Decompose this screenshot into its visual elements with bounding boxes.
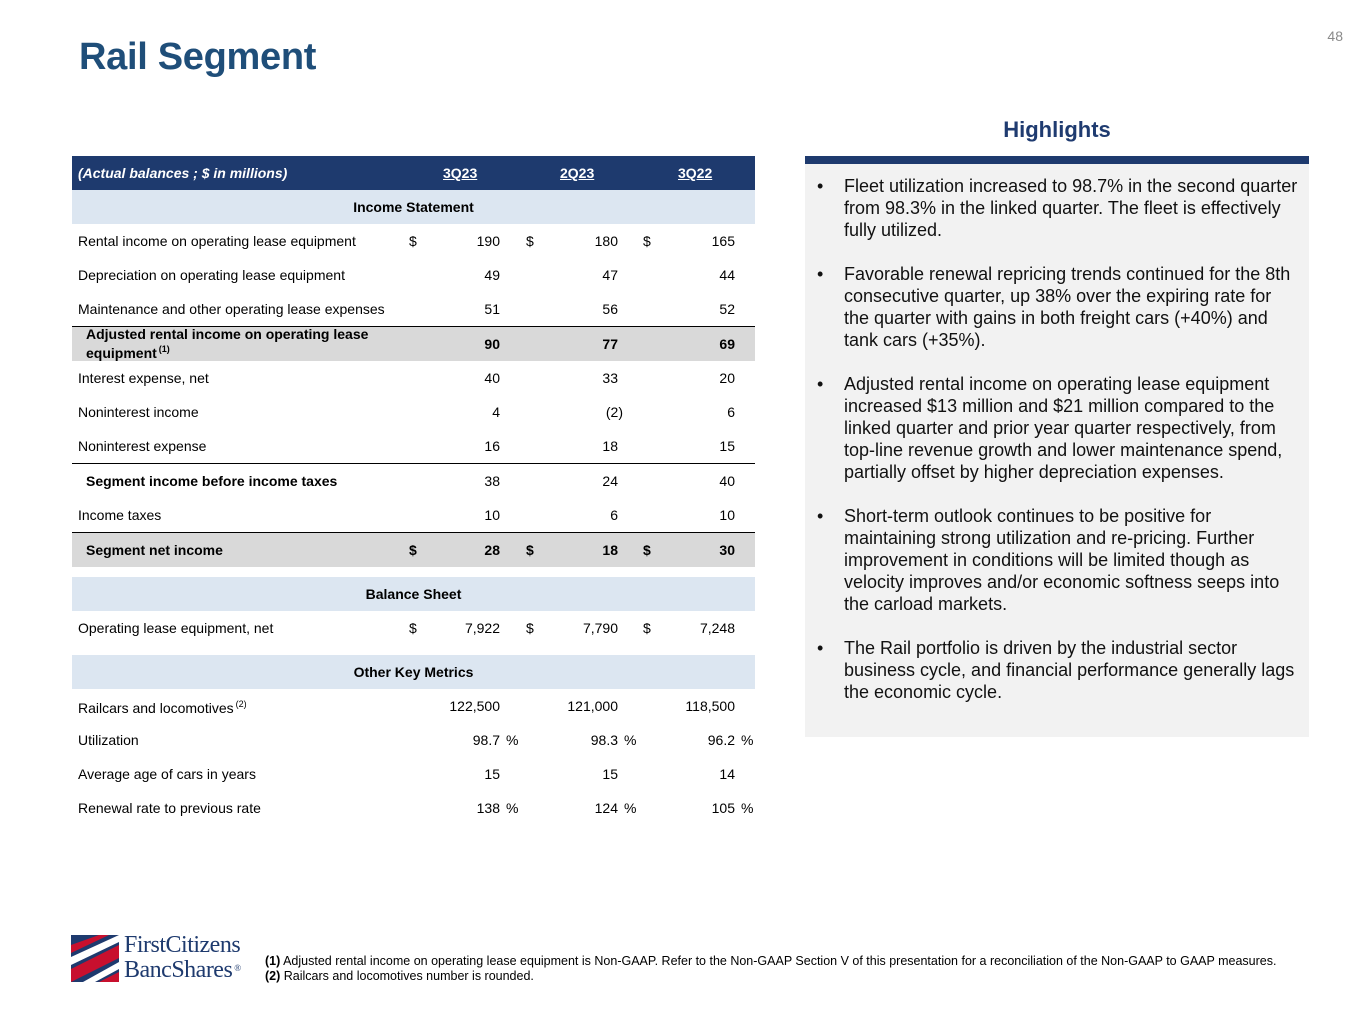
value-2q23: 180: [594, 233, 618, 249]
table-row-average-age: [72, 757, 755, 791]
logo-line-1: FirstCitizens: [124, 932, 241, 958]
table-row-rental-income: [72, 224, 755, 258]
percent-sign: %: [741, 732, 754, 748]
spacer: [72, 645, 755, 655]
row-label: Interest expense, net: [78, 369, 209, 386]
column-header-3q22: 3Q22: [678, 165, 713, 181]
value-3q22: 6: [727, 404, 735, 420]
value-2q23: 121,000: [567, 698, 618, 714]
percent-sign: %: [624, 800, 637, 816]
dollar-sign: $: [643, 233, 651, 249]
value-3q23: 38: [484, 473, 500, 489]
value-3q23: 28: [484, 542, 500, 558]
table-row-noninterest-expense: [72, 429, 755, 463]
value-3q22: 96.2: [707, 732, 735, 748]
value-2q23: 124: [594, 800, 618, 816]
value-3q23: 16: [484, 438, 500, 454]
value-2q23: 98.3: [590, 732, 618, 748]
table-row-interest-expense: [72, 361, 755, 395]
section-other-key-metrics: [72, 655, 755, 689]
value-2q23: 15: [602, 766, 618, 782]
section-balance-sheet: [72, 577, 755, 611]
row-label: Utilization: [78, 731, 139, 748]
highlights-title: Highlights: [1003, 117, 1111, 142]
table-row-renewal-rate: [72, 791, 755, 825]
dollar-sign: $: [409, 233, 417, 249]
section-title: Income Statement: [353, 199, 474, 215]
table-row-adjusted-rental-income: [72, 326, 755, 361]
row-label: Maintenance and other operating lease expenses: [78, 300, 385, 317]
table-row-operating-lease-equipment: [72, 611, 755, 645]
dollar-sign: $: [526, 620, 534, 636]
value-2q23: 77: [602, 336, 618, 352]
value-2q23: 18: [602, 438, 618, 454]
highlight-text: Fleet utilization increased to 98.7% in the second quarter from 98.3% in the linked quarter. The fleet is effectively fully utilized.: [844, 176, 1298, 240]
row-label: Average age of cars in years: [78, 765, 256, 782]
column-header-2q23: 2Q23: [560, 165, 595, 181]
value-2q23: 18: [602, 542, 618, 558]
percent-sign: %: [506, 732, 519, 748]
value-3q22: 40: [719, 473, 735, 489]
footnote-2: [265, 969, 1276, 984]
row-label: Rental income on operating lease equipment: [78, 232, 356, 249]
row-label: Operating lease equipment, net: [78, 619, 274, 636]
highlight-item: [815, 505, 1300, 615]
value-3q23: 122,500: [449, 698, 500, 714]
highlight-item: [815, 637, 1300, 703]
table-row-segment-income-before-taxes: [72, 463, 755, 498]
value-3q22: 105: [711, 800, 735, 816]
dollar-sign: $: [526, 233, 534, 249]
table-header-row: [72, 156, 755, 190]
table-header-label: (Actual balances ; $ in millions): [78, 164, 288, 181]
value-3q22: 44: [719, 267, 735, 283]
value-3q23: 190: [476, 233, 500, 249]
section-title: Balance Sheet: [365, 586, 462, 602]
row-label: Income taxes: [78, 506, 162, 523]
footnote-marker: (1): [265, 954, 281, 968]
value-2q23: 24: [602, 473, 618, 489]
value-2q23: 56: [602, 301, 618, 317]
rail-financial-table: [72, 156, 755, 825]
logo-wordmark: [124, 934, 241, 982]
row-label-text: Railcars and locomotives: [78, 699, 234, 716]
row-label: Segment income before income taxes: [86, 472, 338, 489]
value-3q22: 15: [719, 438, 735, 454]
highlight-item: [815, 373, 1300, 483]
bullet-icon: •: [817, 264, 824, 284]
row-label: [86, 327, 406, 361]
highlight-item: [815, 175, 1300, 241]
value-2q23: 33: [602, 370, 618, 386]
footnote-text: Railcars and locomotives number is rounded.: [283, 969, 534, 983]
row-label: Noninterest expense: [78, 437, 207, 454]
value-3q22: 69: [719, 336, 735, 352]
value-3q22: 30: [719, 542, 735, 558]
row-label: Depreciation on operating lease equipment: [78, 266, 345, 283]
registered-mark: ®: [234, 963, 241, 973]
section-income-statement: [72, 190, 755, 224]
value-3q23: 90: [484, 336, 500, 352]
logo-line-2: BancShares: [124, 957, 233, 983]
dollar-sign: $: [409, 542, 417, 558]
row-label: Noninterest income: [78, 403, 199, 420]
footnote-ref: (2): [235, 698, 247, 709]
highlights-divider: [805, 156, 1309, 164]
value-3q23: 98.7: [472, 732, 500, 748]
percent-sign: %: [624, 732, 637, 748]
value-3q22: 52: [719, 301, 735, 317]
value-3q23: 40: [484, 370, 500, 386]
footnotes: [265, 954, 1276, 984]
table-row-utilization: [72, 723, 755, 757]
value-3q22: 14: [719, 766, 735, 782]
dollar-sign: $: [643, 620, 651, 636]
value-3q22: 165: [711, 233, 735, 249]
percent-sign: %: [506, 800, 519, 816]
highlight-text: Short-term outlook continues to be positive for maintaining strong utilization and re-pricing. Further improvement in conditions will be limited though as velocity improves and/or economic softness seeps into the carload markets.: [844, 506, 1280, 614]
row-label-text: Adjusted rental income on operating lease equipment: [86, 326, 369, 361]
value-3q23: 4: [492, 404, 500, 420]
highlight-text: Favorable renewal repricing trends continued for the 8th consecutive quarter, up 38% over the expiring rate for the quarter with gains in both freight cars (+40%) and tank cars (+35%).: [844, 264, 1291, 350]
bullet-icon: •: [817, 176, 824, 196]
value-3q23: 15: [484, 766, 500, 782]
spacer: [72, 567, 755, 577]
row-label: Renewal rate to previous rate: [78, 799, 261, 816]
percent-sign: %: [741, 800, 754, 816]
page-title: Rail Segment: [79, 36, 317, 78]
dollar-sign: $: [643, 542, 651, 558]
value-2q23: 6: [610, 507, 618, 523]
footnote-text: Adjusted rental income on operating lease equipment is Non-GAAP. Refer to the Non-GAAP Section V of this presentation for a reconciliation of the Non-GAAP to GAAP measures.: [283, 954, 1277, 968]
bullet-icon: •: [817, 506, 824, 526]
value-3q22: 20: [719, 370, 735, 386]
bullet-icon: •: [817, 374, 824, 394]
value-2q23: (2): [605, 404, 623, 420]
table-row-maintenance: [72, 292, 755, 326]
table-row-income-taxes: [72, 498, 755, 532]
value-2q23: 47: [602, 267, 618, 283]
table-row-depreciation: [72, 258, 755, 292]
value-3q22: 10: [719, 507, 735, 523]
flag-logo-icon: [69, 931, 121, 985]
value-3q23: 49: [484, 267, 500, 283]
table-row-noninterest-income: [72, 395, 755, 429]
value-3q22: 118,500: [685, 698, 735, 714]
value-3q23: 138: [476, 800, 500, 816]
page-number: 48: [1327, 28, 1343, 44]
highlight-item: [815, 263, 1300, 351]
row-label: [78, 689, 398, 723]
footnote-1: [265, 954, 1276, 969]
value-3q23: 51: [484, 301, 500, 317]
dollar-sign: $: [526, 542, 534, 558]
value-3q22: 7,248: [699, 620, 735, 636]
row-label: Segment net income: [86, 541, 223, 558]
column-header-3q23: 3Q23: [443, 165, 478, 181]
footnote-ref: (1): [158, 344, 170, 354]
footnote-marker: (2): [265, 969, 281, 983]
table-row-segment-net-income: [72, 532, 755, 567]
company-logo: [69, 931, 249, 987]
highlights-list: [815, 175, 1300, 725]
dollar-sign: $: [409, 620, 417, 636]
table-row-railcars: [72, 689, 755, 723]
bullet-icon: •: [817, 638, 824, 658]
value-3q23: 7,922: [464, 620, 500, 636]
value-3q23: 10: [484, 507, 500, 523]
highlight-text: Adjusted rental income on operating lease equipment increased $13 million and $21 million compared to the linked quarter and prior year quarter respectively, from top-line revenue growth and lower maintenance spend, partially offset by higher depreciation expenses.: [844, 374, 1283, 482]
highlight-text: The Rail portfolio is driven by the industrial sector business cycle, and financial performance generally lags the economic cycle.: [844, 638, 1295, 702]
value-2q23: 7,790: [582, 620, 618, 636]
section-title: Other Key Metrics: [353, 664, 474, 680]
